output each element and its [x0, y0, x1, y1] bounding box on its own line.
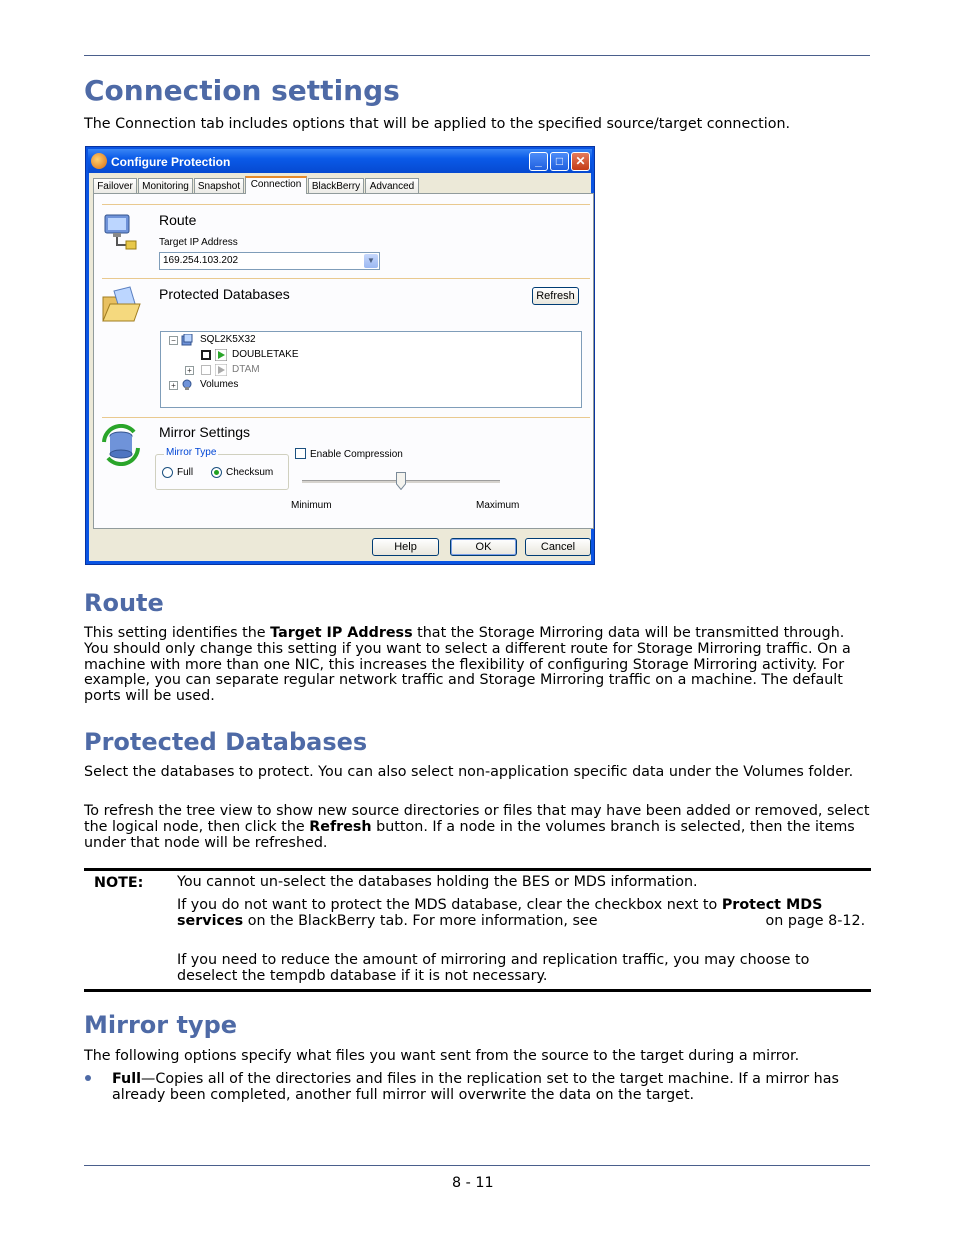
route-title: Route: [159, 212, 197, 228]
dtam-checkbox[interactable]: [201, 365, 211, 375]
play-icon: [215, 349, 227, 361]
header-rule: [84, 55, 870, 56]
bullet-icon: [85, 1075, 91, 1081]
enable-compression-checkbox[interactable]: [295, 448, 306, 459]
cancel-button[interactable]: Cancel: [525, 538, 591, 556]
route-paragraph: This setting identifies the Target IP Address that the Storage Mirroring data will be transmitted through. You should only change this setting if you want to select a different route for Storage Mirroring traffic. On a machine with more than one NIC, this increases the flexibility of configuring Storage Mirroring activity. For example, you can separate regular network traffic and Storage Mirroring traffic on a machine. The default ports will be used.: [84, 625, 851, 705]
configure-protection-dialog: [85, 146, 595, 565]
checksum-radio-label: Checksum: [226, 467, 274, 478]
mirror-sync-icon: [100, 424, 142, 466]
slider-min-label: Minimum: [291, 500, 332, 511]
protected-paragraph-1: Select the databases to protect. You can also select non-application specific data under the Volumes folder.: [84, 764, 854, 780]
ok-button[interactable]: OK: [450, 538, 517, 556]
dialog-body: [89, 173, 591, 561]
note-box: [84, 868, 871, 992]
mirror-type-paragraph: The following options specify what files you want sent from the source to the target during a mirror.: [84, 1048, 800, 1064]
dialog-title: Configure Protection: [111, 155, 231, 169]
close-icon[interactable]: ✕: [571, 152, 590, 171]
mirror-type-heading: Mirror type: [84, 1011, 238, 1039]
page-number: 8 - 11: [452, 1175, 494, 1191]
protected-databases-heading: Protected Databases: [84, 728, 368, 756]
chevron-down-icon[interactable]: ▼: [364, 254, 378, 268]
page-title: Connection settings: [84, 74, 400, 107]
tree-root-label: SQL2K5X32: [200, 334, 256, 345]
database-tree: [160, 331, 582, 408]
doubletake-checkbox[interactable]: [201, 350, 211, 360]
intro-text: The Connection tab includes options that will be applied to the specified source/target connection.: [84, 116, 791, 132]
tab-snapshot[interactable]: Snapshot: [194, 178, 244, 193]
slider-max-label: Maximum: [476, 500, 520, 511]
dialog-titlebar: [88, 149, 592, 173]
target-ip-label: Target IP Address: [159, 237, 238, 248]
play-icon: [215, 364, 227, 376]
compression-slider-thumb[interactable]: [396, 472, 406, 490]
protected-databases-title: Protected Databases: [159, 286, 290, 302]
expand-icon[interactable]: +: [185, 366, 194, 375]
collapse-icon[interactable]: −: [169, 336, 178, 345]
note-line-3: If you need to reduce the amount of mirroring and replication traffic, you may choose to deselect the tempdb database if it is not necessary.: [177, 952, 810, 984]
tree-child-label: DOUBLETAKE: [232, 349, 299, 360]
server-icon: [181, 334, 193, 346]
app-icon: [91, 153, 107, 169]
footer-rule: [84, 1165, 870, 1166]
mirror-type-label: Mirror Type: [166, 447, 217, 458]
full-bullet-text: Full—Copies all of the directories and files in the replication set to the target machine. If a mirror has already been completed, another full mirror will overwrite the data on the target.: [112, 1071, 839, 1103]
mirror-settings-title: Mirror Settings: [159, 424, 251, 440]
tree-child-label: DTAM: [232, 364, 260, 375]
section-divider: [102, 204, 590, 205]
network-computer-icon: [100, 211, 142, 253]
maximize-icon[interactable]: □: [550, 152, 569, 171]
help-button[interactable]: Help: [372, 538, 439, 556]
protected-paragraph-2: To refresh the tree view to show new source directories or files that may have been added or removed, select the logical node, then click the Refresh button. If a node in the volumes branch is selected, then the items under that node will be refreshed.: [84, 803, 870, 851]
note-line-2: If you do not want to protect the MDS database, clear the checkbox next to Protect MDS services on the BlackBerry tab. For more information, see on page 8-12.: [177, 897, 866, 929]
section-divider: [102, 417, 590, 418]
target-ip-select[interactable]: [159, 252, 380, 270]
tab-blackberry[interactable]: BlackBerry: [308, 178, 364, 193]
tree-volumes-label: Volumes: [200, 379, 239, 390]
refresh-button[interactable]: Refresh: [532, 287, 579, 305]
full-radio[interactable]: [162, 467, 173, 478]
target-ip-value: 169.254.103.202: [163, 255, 239, 266]
tab-connection[interactable]: Connection: [245, 176, 307, 194]
tab-monitoring[interactable]: Monitoring: [138, 178, 193, 193]
expand-icon[interactable]: +: [169, 381, 178, 390]
note-label: NOTE:: [94, 875, 144, 891]
full-radio-label: Full: [177, 467, 194, 478]
drive-icon: [181, 379, 193, 391]
connection-panel: [93, 193, 594, 529]
section-divider: [102, 278, 590, 279]
minimize-icon[interactable]: _: [529, 152, 548, 171]
checksum-radio[interactable]: [211, 467, 222, 478]
note-line-1: You cannot un-select the databases holding the BES or MDS information.: [177, 874, 698, 890]
route-heading: Route: [84, 589, 164, 617]
tab-failover[interactable]: Failover: [93, 178, 137, 193]
enable-compression-label: Enable Compression: [310, 449, 403, 460]
tab-advanced[interactable]: Advanced: [365, 178, 419, 193]
open-folder-icon: [100, 285, 142, 327]
